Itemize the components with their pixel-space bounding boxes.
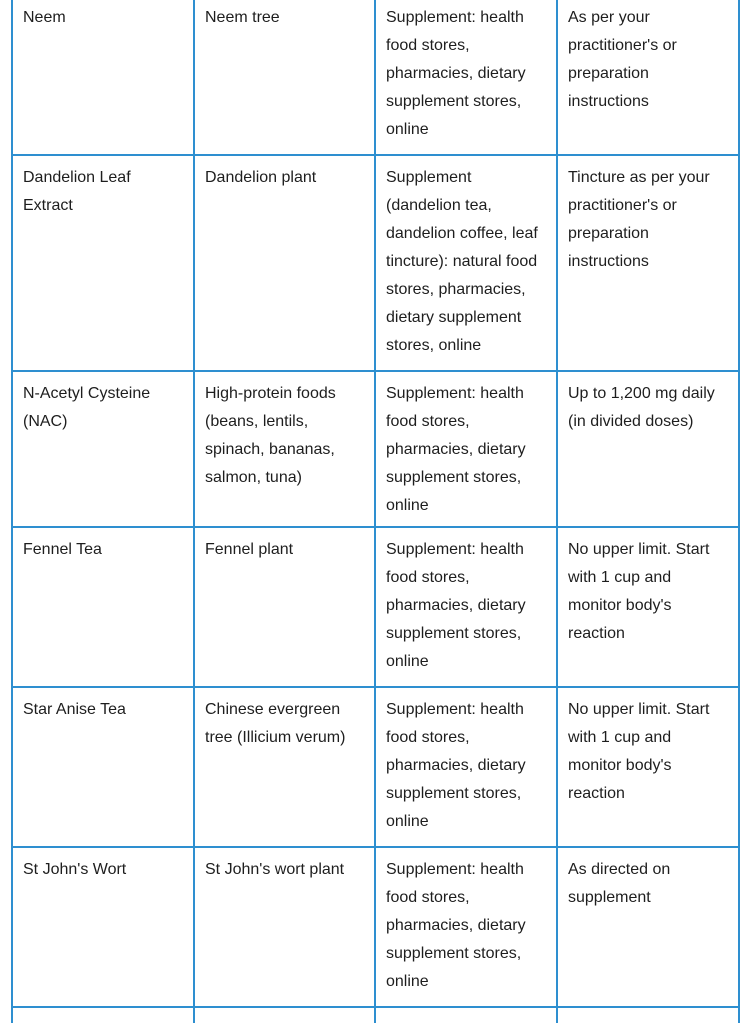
dosage: Up to 1,200 mg daily (in divided doses) <box>568 385 715 430</box>
supplement-name-cell <box>12 687 194 847</box>
table-row <box>12 527 739 687</box>
dosage-cell <box>557 0 739 155</box>
table-row <box>12 847 739 1007</box>
supplement-source: Neem tree <box>205 9 280 26</box>
supplement-name: N-Acetyl Cysteine (NAC) <box>23 385 151 430</box>
where-to-buy: Supplement: health food stores, pharmacies, dietary supplement stores, online <box>386 541 526 670</box>
supplement-name-cell <box>12 155 194 371</box>
supplement-name-cell <box>12 0 194 155</box>
where-to-buy-cell <box>375 371 557 527</box>
where-to-buy-cell <box>375 0 557 155</box>
source-cell <box>194 371 375 527</box>
supplement-name: Fennel Tea <box>23 541 102 558</box>
dosage-cell <box>557 371 739 527</box>
dosage: No upper limit. Start with 1 cup and monitor body's reaction <box>568 701 710 802</box>
supplement-source: Chinese evergreen tree (Illicium verum) <box>205 701 346 746</box>
where-to-buy: Supplement (dandelion tea, dandelion coffee, leaf tincture): natural food stores, pharmacies, dietary supplement stores, online <box>386 169 538 354</box>
where-to-buy-cell <box>375 155 557 371</box>
supplement-table <box>11 0 740 1023</box>
source-cell <box>194 527 375 687</box>
supplement-name-cell <box>12 847 194 1007</box>
supplement-source: Dandelion plant <box>205 169 317 186</box>
table-row <box>12 0 739 155</box>
supplement-name: Dandelion Leaf Extract <box>23 169 131 214</box>
supplement-source: Fennel plant <box>205 541 294 558</box>
supplement-name: Star Anise Tea <box>23 701 126 718</box>
source-cell <box>194 0 375 155</box>
dosage-cell <box>557 687 739 847</box>
where-to-buy: Supplement: health food stores, pharmacies, dietary supplement stores, online <box>386 385 526 514</box>
source-cell <box>194 687 375 847</box>
table-row-cutoff-bottom <box>12 1007 739 1023</box>
dosage: No upper limit. Start with 1 cup and monitor body's reaction <box>568 541 710 642</box>
supplement-source: High-protein foods (beans, lentils, spinach, bananas, salmon, tuna) <box>205 385 336 486</box>
supplement-name: St John's Wort <box>23 861 127 878</box>
dosage: As per your practitioner's or preparation instructions <box>568 9 677 110</box>
supplement-source: St John's wort plant <box>205 861 345 878</box>
where-to-buy-cell <box>375 527 557 687</box>
table-row <box>12 155 739 371</box>
supplement-name: Neem <box>23 9 66 26</box>
dosage: Tincture as per your practitioner's or preparation instructions <box>568 169 710 270</box>
supplement-name-cell <box>12 527 194 687</box>
dosage-cell <box>557 847 739 1007</box>
where-to-buy-cell <box>375 847 557 1007</box>
where-to-buy: Supplement: health food stores, pharmacies, dietary supplement stores, online <box>386 9 526 138</box>
source-cell <box>194 847 375 1007</box>
table-row <box>12 687 739 847</box>
source-cell <box>194 155 375 371</box>
where-to-buy: Supplement: health food stores, pharmacies, dietary supplement stores, online <box>386 861 526 990</box>
where-to-buy-cell <box>375 687 557 847</box>
supplement-name-cell <box>12 371 194 527</box>
dosage-cell <box>557 527 739 687</box>
dosage: As directed on supplement <box>568 861 671 906</box>
dosage-cell <box>557 155 739 371</box>
table-row <box>12 371 739 527</box>
where-to-buy: Supplement: health food stores, pharmacies, dietary supplement stores, online <box>386 701 526 830</box>
